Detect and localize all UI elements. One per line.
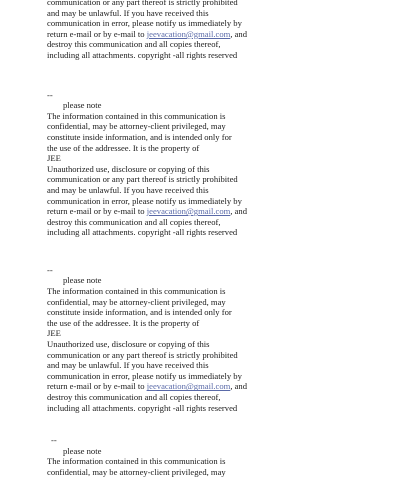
notice-line: constitute inside information, and is intended only for xyxy=(47,307,232,318)
notice-line: The information contained in this communication is xyxy=(47,110,226,121)
signature-separator: -- xyxy=(47,89,53,100)
notice-line: the use of the addressee. It is the property of xyxy=(47,142,200,153)
disclaimer-block xyxy=(47,265,387,413)
notice-line: return e-mail or by e-mail to jeevacation@gmail.com, and xyxy=(47,381,248,392)
notice-line: and may be unlawful. If you have received this xyxy=(47,360,209,371)
email-link[interactable]: jeevacation@gmail.com xyxy=(146,206,231,217)
notice-line: Unauthorized use, disclosure or copying of this xyxy=(47,163,210,174)
notice-line: communication or any part thereof is strictly prohibited xyxy=(47,0,238,7)
notice-line: confidential, may be attorney-client privileged, may xyxy=(47,466,226,477)
notice-line: return e-mail or by e-mail to jeevacation@gmail.com, and xyxy=(47,28,248,39)
please-note-label: please note xyxy=(63,445,102,456)
email-link[interactable]: jeevacation@gmail.com xyxy=(146,381,231,392)
notice-line: communication or any part thereof is strictly prohibited xyxy=(47,174,238,185)
owner-name: JEE xyxy=(47,153,61,164)
notice-line: The information contained in this communication is xyxy=(47,456,226,467)
signature-separator: -- xyxy=(47,264,53,275)
notice-line: including all attachments. copyright -all rights reserved xyxy=(47,49,238,60)
disclaimer-block xyxy=(47,90,387,238)
notice-line: destroy this communication and all copies thereof, xyxy=(47,392,221,402)
notice-line: communication in error, please notify us immediately by xyxy=(47,18,242,29)
signature-separator: -- xyxy=(51,435,57,446)
notice-line: the use of the addressee. It is the property of xyxy=(47,317,200,328)
notice-line: confidential, may be attorney-client privileged, may xyxy=(47,296,226,307)
notice-line: destroy this communication and all copies thereof, xyxy=(47,216,221,227)
notice-line: and may be unlawful. If you have received this xyxy=(47,7,209,18)
notice-line: Unauthorized use, disclosure or copying of this xyxy=(47,339,210,350)
notice-line: constitute inside information, and is intended only for xyxy=(47,131,232,142)
notice-line: communication or any part thereof is strictly prohibited xyxy=(47,349,238,360)
disclaimer-block-partial xyxy=(47,435,387,477)
notice-line: and may be unlawful. If you have received this xyxy=(47,184,209,195)
notice-line: including all attachments. copyright -all rights reserved xyxy=(47,227,238,238)
please-note-label: please note xyxy=(63,100,102,111)
owner-name: JEE xyxy=(47,328,61,339)
notice-line: communication in error, please notify us immediately by xyxy=(47,370,242,381)
notice-line: communication in error, please notify us immediately by xyxy=(47,195,242,206)
notice-line: destroy this communication and all copies thereof, xyxy=(47,39,221,50)
notice-line: The information contained in this communication is xyxy=(47,286,226,297)
disclaimer-block-partial xyxy=(47,0,387,61)
please-note-label: please note xyxy=(63,275,102,286)
notice-line: confidential, may be attorney-client privileged, may xyxy=(47,121,226,132)
notice-line: return e-mail or by e-mail to jeevacation@gmail.com, and xyxy=(47,206,248,217)
notice-line: including all attachments. copyright -all rights reserved xyxy=(47,402,238,413)
email-body xyxy=(47,0,387,478)
email-link[interactable]: jeevacation@gmail.com xyxy=(146,28,231,39)
